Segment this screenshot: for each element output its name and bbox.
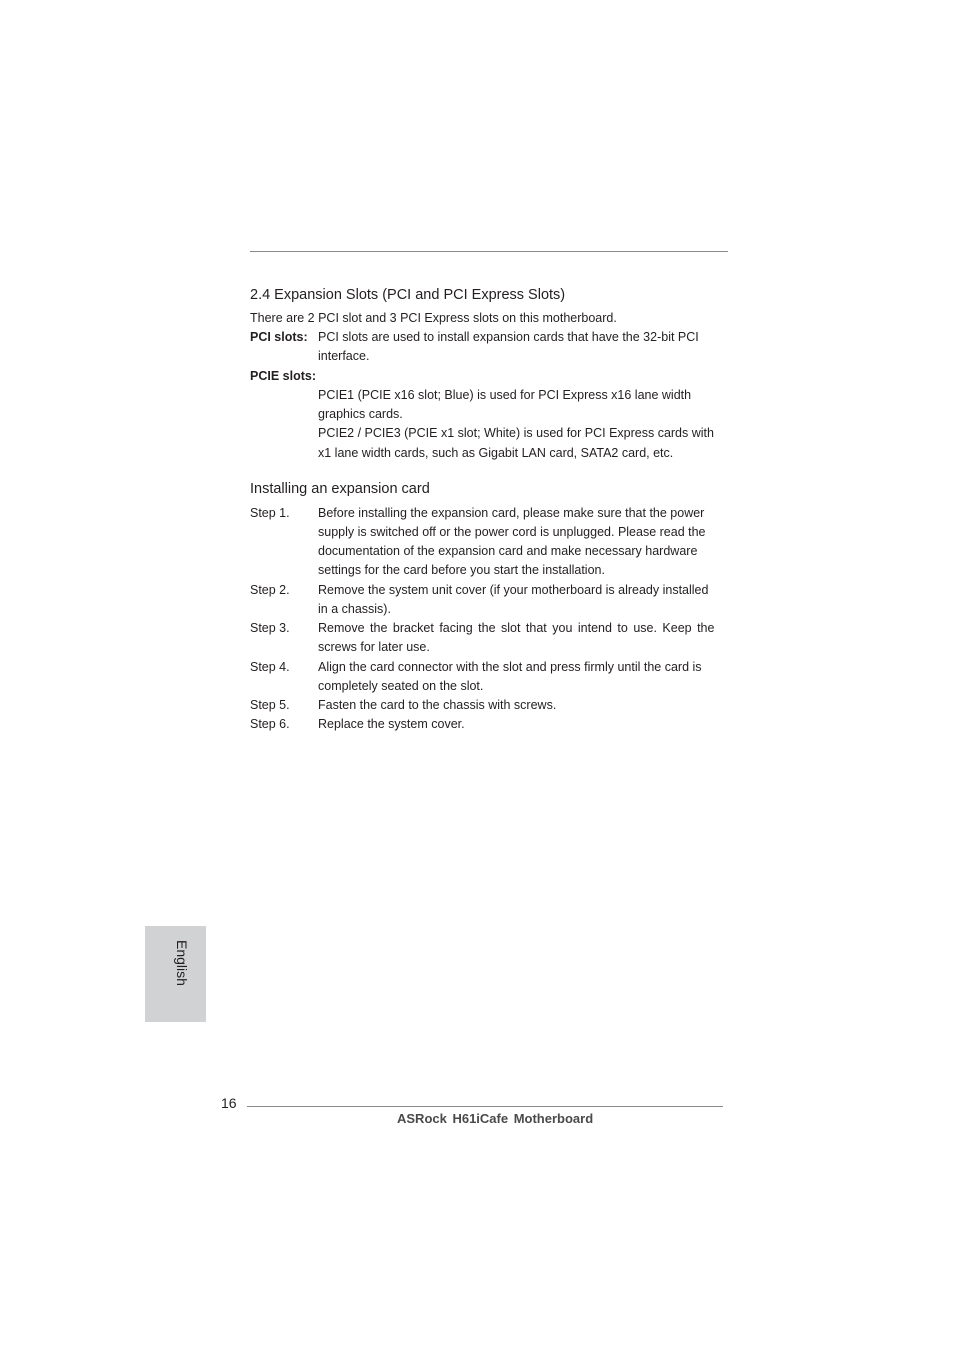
pcie2-desc-line2: x1 lane width cards, such as Gigabit LAN card, SATA2 card, etc.: [318, 446, 674, 460]
footer-rule: [247, 1106, 723, 1107]
step-line: Before installing the expansion card, please make sure that the power: [318, 506, 705, 520]
step-label: Step 5.: [250, 698, 290, 712]
pci-slots-label: PCI slots:: [250, 330, 308, 344]
step-label: Step 4.: [250, 660, 290, 674]
step-line: in a chassis).: [318, 602, 391, 616]
step-label: Step 3.: [250, 621, 290, 635]
header-rule: [250, 251, 728, 252]
section-intro: There are 2 PCI slot and 3 PCI Express slots on this motherboard.: [250, 311, 617, 325]
step-line: settings for the card before you start the installation.: [318, 563, 605, 577]
pcie1-desc-line1: PCIE1 (PCIE x16 slot; Blue) is used for PCI Express x16 lane width: [318, 388, 692, 402]
step-line: Remove the bracket facing the slot that you intend to use. Keep the: [318, 621, 715, 635]
footer-product: ASRock H61iCafe Motherboard: [397, 1111, 594, 1126]
step-line: Fasten the card to the chassis with screws.: [318, 698, 557, 712]
step-label: Step 2.: [250, 583, 290, 597]
language-label: English: [174, 940, 190, 986]
page-number: 16: [221, 1095, 237, 1111]
step-line: documentation of the expansion card and make necessary hardware: [318, 544, 698, 558]
pcie1-desc-line2: graphics cards.: [318, 407, 403, 421]
step-line: Align the card connector with the slot and press firmly until the card is: [318, 660, 702, 674]
step-label: Step 1.: [250, 506, 290, 520]
step-line: screws for later use.: [318, 640, 430, 654]
pci-slots-desc-line2: interface.: [318, 349, 370, 363]
step-line: completely seated on the slot.: [318, 679, 484, 693]
install-title: Installing an expansion card: [250, 481, 430, 497]
step-line: Replace the system cover.: [318, 717, 465, 731]
pci-slots-desc-line1: PCI slots are used to install expansion cards that have the 32-bit PCI: [318, 330, 699, 344]
pcie-slots-label: PCIE slots:: [250, 369, 316, 383]
step-line: Remove the system unit cover (if your motherboard is already installed: [318, 583, 709, 597]
pcie2-desc-line1: PCIE2 / PCIE3 (PCIE x1 slot; White) is used for PCI Express cards with: [318, 426, 714, 440]
step-label: Step 6.: [250, 717, 290, 731]
section-title: 2.4 Expansion Slots (PCI and PCI Express Slots): [250, 287, 566, 303]
step-line: supply is switched off or the power cord is unplugged. Please read the: [318, 525, 706, 539]
